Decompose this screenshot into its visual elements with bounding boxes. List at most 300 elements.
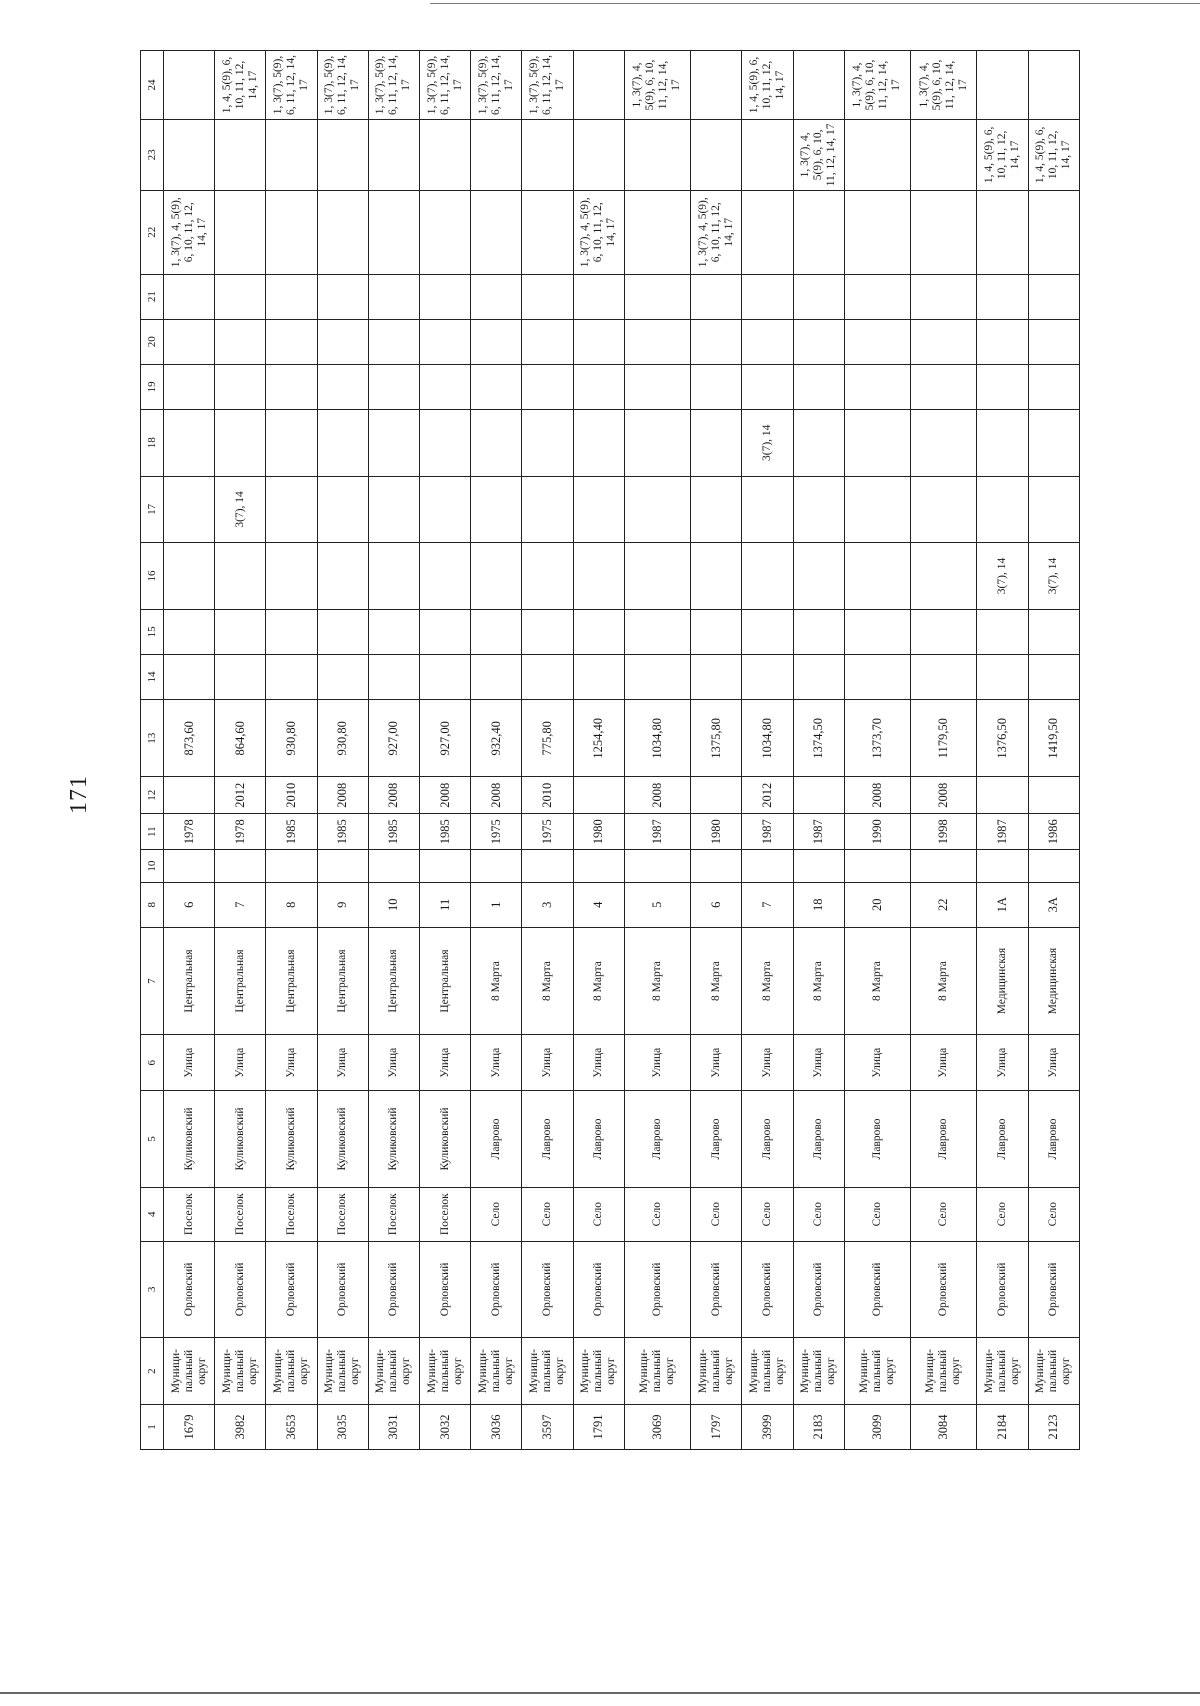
table-cell-c6: Улица (1028, 1035, 1079, 1091)
table-cell-c13: 927,00 (420, 700, 471, 777)
table-cell-c11: 1987 (793, 813, 844, 850)
table-cell-c20 (368, 319, 419, 364)
table-cell-c8: 5 (624, 882, 690, 927)
table-cell-c3: Орловский (368, 1241, 419, 1338)
table-cell-c21 (911, 274, 977, 319)
table-cell-c7: Центральная (317, 927, 368, 1034)
table-row (911, 51, 977, 1450)
table-cell-c12 (1028, 777, 1079, 814)
table-cell-c1: 2123 (1028, 1404, 1079, 1449)
table-cell-c21 (317, 274, 368, 319)
table-cell-c24 (573, 51, 624, 120)
table-cell-c19 (215, 364, 266, 409)
table-cell-c23 (164, 119, 215, 190)
table-cell-c21 (471, 274, 522, 319)
table-cell-c14 (368, 654, 419, 699)
table-cell-c21 (522, 274, 573, 319)
table-cell-c11: 1980 (691, 813, 742, 850)
table-cell-c6: Улица (911, 1035, 977, 1091)
table-cell-c5: Куликовский (164, 1091, 215, 1188)
table-cell-c22: 1, 3(7), 4, 5(9), 6, 10, 11, 12, 14, 17 (573, 190, 624, 274)
table-cell-c24 (1028, 51, 1079, 120)
table-cell-c20 (742, 319, 793, 364)
table-cell-c20 (522, 319, 573, 364)
table-cell-c21 (1028, 274, 1079, 319)
table-cell-c16 (420, 543, 471, 610)
table-cell-c21 (977, 274, 1028, 319)
table-cell-c2: Муници-пальный округ (573, 1338, 624, 1405)
table-row (471, 51, 522, 1450)
table-cell-c13: 930,80 (317, 700, 368, 777)
table-cell-c24: 1, 3(7), 5(9), 6, 11, 12, 14, 17 (317, 51, 368, 120)
table-cell-c1: 3036 (471, 1404, 522, 1449)
table-cell-c18 (1028, 409, 1079, 476)
table-cell-c24: 1, 3(7), 4, 5(9), 6, 10, 11, 12, 14, 17 (844, 51, 910, 120)
table-cell-c21 (420, 274, 471, 319)
table-cell-c11: 1987 (742, 813, 793, 850)
table-cell-c23 (266, 119, 317, 190)
table-cell-c8: 3 (522, 882, 573, 927)
header-row (141, 51, 164, 1450)
table-cell-c18 (368, 409, 419, 476)
table-cell-c24 (977, 51, 1028, 120)
table-cell-c18 (911, 409, 977, 476)
table-cell-c5: Куликовский (317, 1091, 368, 1188)
table-body (164, 51, 1080, 1450)
table-cell-c5: Лаврово (522, 1091, 573, 1188)
table-cell-c22 (317, 190, 368, 274)
table-cell-c14 (164, 654, 215, 699)
table-cell-c3: Орловский (420, 1241, 471, 1338)
table-cell-c18 (266, 409, 317, 476)
table-cell-c11: 1985 (368, 813, 419, 850)
table-cell-c16: 3(7), 14 (977, 543, 1028, 610)
table-cell-c24: 1, 3(7), 5(9), 6, 11, 12, 14, 17 (368, 51, 419, 120)
table-cell-c7: Центральная (266, 927, 317, 1034)
table-cell-c10 (317, 850, 368, 882)
table-cell-c10 (742, 850, 793, 882)
table-cell-c19 (573, 364, 624, 409)
table-row (215, 51, 266, 1450)
table-cell-c20 (624, 319, 690, 364)
table-cell-c11: 1990 (844, 813, 910, 850)
table-cell-c1: 3069 (624, 1404, 690, 1449)
table-cell-c3: Орловский (624, 1241, 690, 1338)
table-cell-c13: 1034,80 (624, 700, 690, 777)
table-cell-c17 (420, 476, 471, 543)
table-cell-c8: 4 (573, 882, 624, 927)
table-cell-c10 (471, 850, 522, 882)
table-cell-c11: 1978 (164, 813, 215, 850)
table-cell-c6: Улица (691, 1035, 742, 1091)
table-cell-c6: Улица (266, 1035, 317, 1091)
table-cell-c15 (522, 609, 573, 654)
table-cell-c17 (977, 476, 1028, 543)
col-header: 3 (141, 1241, 164, 1338)
table-cell-c13: 1254,40 (573, 700, 624, 777)
table-cell-c18 (420, 409, 471, 476)
table-cell-c3: Орловский (844, 1241, 910, 1338)
col-header: 8 (141, 882, 164, 927)
table-cell-c13: 1179,50 (911, 700, 977, 777)
scan-edge-line (430, 3, 1200, 4)
table-row (368, 51, 419, 1450)
table-cell-c10 (522, 850, 573, 882)
table-cell-c11: 1985 (266, 813, 317, 850)
table-cell-c13: 1373,70 (844, 700, 910, 777)
table-cell-c3: Орловский (215, 1241, 266, 1338)
table-cell-c5: Лаврово (977, 1091, 1028, 1188)
table-cell-c4: Поселок (266, 1187, 317, 1241)
table-cell-c13: 1034,80 (742, 700, 793, 777)
table-cell-c17 (793, 476, 844, 543)
table-row (844, 51, 910, 1450)
table-cell-c10 (1028, 850, 1079, 882)
table-cell-c2: Муници-пальный округ (215, 1338, 266, 1405)
table-cell-c13: 1375,80 (691, 700, 742, 777)
table-cell-c12: 2010 (266, 777, 317, 814)
table-cell-c11: 1998 (911, 813, 977, 850)
col-header: 10 (141, 850, 164, 882)
table-cell-c5: Лаврово (471, 1091, 522, 1188)
table-cell-c18 (624, 409, 690, 476)
table-cell-c19 (844, 364, 910, 409)
table-cell-c18 (977, 409, 1028, 476)
table-cell-c5: Лаврово (911, 1091, 977, 1188)
table-cell-c17 (742, 476, 793, 543)
table-cell-c21 (793, 274, 844, 319)
table-row (266, 51, 317, 1450)
table-cell-c12: 2008 (624, 777, 690, 814)
table-cell-c4: Село (844, 1187, 910, 1241)
table-cell-c22 (911, 190, 977, 274)
col-header: 1 (141, 1404, 164, 1449)
table-cell-c13: 932,40 (471, 700, 522, 777)
table-cell-c24: 1, 4, 5(9), 6, 10, 11, 12, 14, 17 (742, 51, 793, 120)
table-cell-c13: 775,80 (522, 700, 573, 777)
table-cell-c3: Орловский (317, 1241, 368, 1338)
table-cell-c16 (317, 543, 368, 610)
table-cell-c14 (844, 654, 910, 699)
table-cell-c12 (573, 777, 624, 814)
table-row (793, 51, 844, 1450)
table-cell-c11: 1987 (977, 813, 1028, 850)
table-cell-c22 (624, 190, 690, 274)
table-cell-c24: 1, 3(7), 4, 5(9), 6, 10, 11, 12, 14, 17 (624, 51, 690, 120)
table-cell-c10 (420, 850, 471, 882)
table-cell-c23 (368, 119, 419, 190)
table-cell-c13: 873,60 (164, 700, 215, 777)
table-cell-c7: 8 Марта (911, 927, 977, 1034)
table-cell-c12: 2008 (911, 777, 977, 814)
table-cell-c2: Муници-пальный округ (420, 1338, 471, 1405)
table-cell-c11: 1985 (317, 813, 368, 850)
table-cell-c21 (742, 274, 793, 319)
table-cell-c17 (573, 476, 624, 543)
table-cell-c13: 1374,50 (793, 700, 844, 777)
table-cell-c17 (911, 476, 977, 543)
table-cell-c8: 6 (164, 882, 215, 927)
table-cell-c23 (471, 119, 522, 190)
table-cell-c11: 1980 (573, 813, 624, 850)
table-cell-c2: Муници-пальный округ (471, 1338, 522, 1405)
table-cell-c4: Село (911, 1187, 977, 1241)
table-cell-c22 (215, 190, 266, 274)
table-cell-c13: 1376,50 (977, 700, 1028, 777)
table-cell-c14 (317, 654, 368, 699)
table-cell-c1: 3999 (742, 1404, 793, 1449)
table-cell-c1: 3653 (266, 1404, 317, 1449)
table-cell-c20 (911, 319, 977, 364)
table-cell-c8: 1 (471, 882, 522, 927)
table-cell-c5: Лаврово (844, 1091, 910, 1188)
table-cell-c22 (1028, 190, 1079, 274)
col-header: 17 (141, 476, 164, 543)
table-cell-c20 (691, 319, 742, 364)
table-cell-c3: Орловский (471, 1241, 522, 1338)
table-cell-c5: Куликовский (368, 1091, 419, 1188)
col-header: 15 (141, 609, 164, 654)
table-cell-c19 (164, 364, 215, 409)
table-cell-c1: 3032 (420, 1404, 471, 1449)
table-cell-c11: 1975 (522, 813, 573, 850)
table-cell-c15 (1028, 609, 1079, 654)
table-cell-c15 (911, 609, 977, 654)
table-cell-c8: 20 (844, 882, 910, 927)
table-cell-c2: Муници-пальный округ (742, 1338, 793, 1405)
table-row (573, 51, 624, 1450)
table-cell-c15 (793, 609, 844, 654)
table-row (1028, 51, 1079, 1450)
table-cell-c19 (793, 364, 844, 409)
table-cell-c6: Улица (844, 1035, 910, 1091)
register-table (140, 50, 1080, 1450)
table-cell-c8: 22 (911, 882, 977, 927)
table-cell-c24 (793, 51, 844, 120)
table-cell-c19 (522, 364, 573, 409)
table-cell-c7: Медицинская (1028, 927, 1079, 1034)
table-cell-c23: 1, 4, 5(9), 6, 10, 11, 12, 14, 17 (1028, 119, 1079, 190)
table-cell-c6: Улица (742, 1035, 793, 1091)
table-cell-c15 (164, 609, 215, 654)
table-cell-c22 (368, 190, 419, 274)
table-cell-c5: Куликовский (215, 1091, 266, 1188)
table-cell-c1: 1791 (573, 1404, 624, 1449)
table-cell-c4: Село (522, 1187, 573, 1241)
table-cell-c19 (420, 364, 471, 409)
table-cell-c3: Орловский (742, 1241, 793, 1338)
table-cell-c19 (317, 364, 368, 409)
table-cell-c15 (368, 609, 419, 654)
table-cell-c23: 1, 3(7), 4, 5(9), 6, 10, 11, 12, 14, 17 (793, 119, 844, 190)
table-cell-c19 (977, 364, 1028, 409)
table-cell-c20 (420, 319, 471, 364)
table-cell-c15 (624, 609, 690, 654)
table-cell-c15 (573, 609, 624, 654)
table-cell-c16 (911, 543, 977, 610)
table-cell-c19 (624, 364, 690, 409)
table-cell-c1: 2184 (977, 1404, 1028, 1449)
table-cell-c18 (164, 409, 215, 476)
table-cell-c17 (624, 476, 690, 543)
table-cell-c12: 2012 (215, 777, 266, 814)
table-cell-c17 (266, 476, 317, 543)
table-cell-c19 (266, 364, 317, 409)
table-cell-c8: 7 (215, 882, 266, 927)
table-cell-c23: 1, 4, 5(9), 6, 10, 11, 12, 14, 17 (977, 119, 1028, 190)
col-header: 16 (141, 543, 164, 610)
table-cell-c19 (691, 364, 742, 409)
table-cell-c16 (471, 543, 522, 610)
table-row (164, 51, 215, 1450)
table-cell-c1: 3035 (317, 1404, 368, 1449)
table-cell-c10 (164, 850, 215, 882)
table-cell-c6: Улица (368, 1035, 419, 1091)
table-cell-c18 (573, 409, 624, 476)
table-cell-c1: 1679 (164, 1404, 215, 1449)
table-cell-c19 (1028, 364, 1079, 409)
table-cell-c3: Орловский (266, 1241, 317, 1338)
table-cell-c22 (793, 190, 844, 274)
table-cell-c22 (844, 190, 910, 274)
table-cell-c5: Лаврово (573, 1091, 624, 1188)
col-header: 7 (141, 927, 164, 1034)
table-cell-c12: 2008 (368, 777, 419, 814)
table-cell-c10 (911, 850, 977, 882)
col-header: 20 (141, 319, 164, 364)
table-cell-c23 (742, 119, 793, 190)
table-cell-c2: Муници-пальный округ (624, 1338, 690, 1405)
table-cell-c24: 1, 3(7), 5(9), 6, 11, 12, 14, 17 (522, 51, 573, 120)
table-cell-c8: 10 (368, 882, 419, 927)
table-cell-c20 (844, 319, 910, 364)
table-cell-c24: 1, 3(7), 5(9), 6, 11, 12, 14, 17 (420, 51, 471, 120)
page-number: 171 (66, 775, 92, 814)
table-cell-c12: 2008 (844, 777, 910, 814)
table-row (624, 51, 690, 1450)
table-cell-c7: 8 Марта (691, 927, 742, 1034)
table-cell-c7: 8 Марта (844, 927, 910, 1034)
table-cell-c14 (215, 654, 266, 699)
table-cell-c24: 1, 4, 5(9), 6, 10, 11, 12, 14, 17 (215, 51, 266, 120)
table-cell-c6: Улица (215, 1035, 266, 1091)
table-cell-c3: Орловский (793, 1241, 844, 1338)
table-cell-c5: Лаврово (742, 1091, 793, 1188)
table-cell-c4: Село (573, 1187, 624, 1241)
table-cell-c4: Село (742, 1187, 793, 1241)
table-cell-c22 (266, 190, 317, 274)
table-cell-c12 (977, 777, 1028, 814)
table-cell-c14 (793, 654, 844, 699)
scan-edge-line (0, 1692, 1200, 1694)
table-cell-c1: 3099 (844, 1404, 910, 1449)
table-cell-c23 (317, 119, 368, 190)
table-cell-c14 (691, 654, 742, 699)
table-cell-c15 (317, 609, 368, 654)
table-cell-c14 (266, 654, 317, 699)
table-cell-c12: 2008 (471, 777, 522, 814)
table-cell-c17 (471, 476, 522, 543)
table-cell-c17 (522, 476, 573, 543)
table-cell-c15 (977, 609, 1028, 654)
table-cell-c16 (691, 543, 742, 610)
table-cell-c12 (164, 777, 215, 814)
table-cell-c18 (691, 409, 742, 476)
table-cell-c12: 2008 (420, 777, 471, 814)
table-cell-c1: 3031 (368, 1404, 419, 1449)
table-cell-c17 (844, 476, 910, 543)
table-cell-c16 (844, 543, 910, 610)
table-cell-c1: 1797 (691, 1404, 742, 1449)
table-cell-c10 (215, 850, 266, 882)
table-cell-c22 (522, 190, 573, 274)
table-cell-c23 (844, 119, 910, 190)
table-cell-c3: Орловский (977, 1241, 1028, 1338)
col-header: 19 (141, 364, 164, 409)
table-cell-c3: Орловский (573, 1241, 624, 1338)
col-header: 6 (141, 1035, 164, 1091)
table-cell-c18 (844, 409, 910, 476)
table-cell-c4: Село (624, 1187, 690, 1241)
table-cell-c10 (368, 850, 419, 882)
table-cell-c2: Муници-пальный округ (793, 1338, 844, 1405)
col-header: 13 (141, 700, 164, 777)
table-cell-c4: Село (691, 1187, 742, 1241)
table-cell-c2: Муници-пальный округ (266, 1338, 317, 1405)
col-header: 14 (141, 654, 164, 699)
table-cell-c18 (317, 409, 368, 476)
table-cell-c14 (420, 654, 471, 699)
table-cell-c14 (573, 654, 624, 699)
table-cell-c5: Лаврово (691, 1091, 742, 1188)
table-cell-c18 (522, 409, 573, 476)
table-cell-c10 (691, 850, 742, 882)
table-cell-c13: 1419,50 (1028, 700, 1079, 777)
table-cell-c21 (844, 274, 910, 319)
col-header: 2 (141, 1338, 164, 1405)
table-cell-c12: 2012 (742, 777, 793, 814)
table-cell-c4: Село (793, 1187, 844, 1241)
table-cell-c17 (1028, 476, 1079, 543)
table-cell-c15 (742, 609, 793, 654)
col-header: 5 (141, 1091, 164, 1188)
table-cell-c7: Центральная (368, 927, 419, 1034)
table-cell-c6: Улица (573, 1035, 624, 1091)
table-cell-c16 (164, 543, 215, 610)
table-cell-c3: Орловский (691, 1241, 742, 1338)
table-cell-c11: 1985 (420, 813, 471, 850)
col-header: 22 (141, 190, 164, 274)
table-cell-c14 (911, 654, 977, 699)
table-row (742, 51, 793, 1450)
table-cell-c14 (471, 654, 522, 699)
col-header: 12 (141, 777, 164, 814)
table-cell-c16 (573, 543, 624, 610)
table-cell-c21 (368, 274, 419, 319)
table-cell-c17 (691, 476, 742, 543)
table-cell-c6: Улица (164, 1035, 215, 1091)
table-cell-c16 (624, 543, 690, 610)
table-cell-c19 (471, 364, 522, 409)
table-cell-c7: Медицинская (977, 927, 1028, 1034)
table-cell-c19 (911, 364, 977, 409)
table-cell-c21 (624, 274, 690, 319)
table-cell-c20 (164, 319, 215, 364)
table-cell-c23 (420, 119, 471, 190)
table-cell-c12 (793, 777, 844, 814)
table-cell-c6: Улица (624, 1035, 690, 1091)
table-cell-c11: 1975 (471, 813, 522, 850)
